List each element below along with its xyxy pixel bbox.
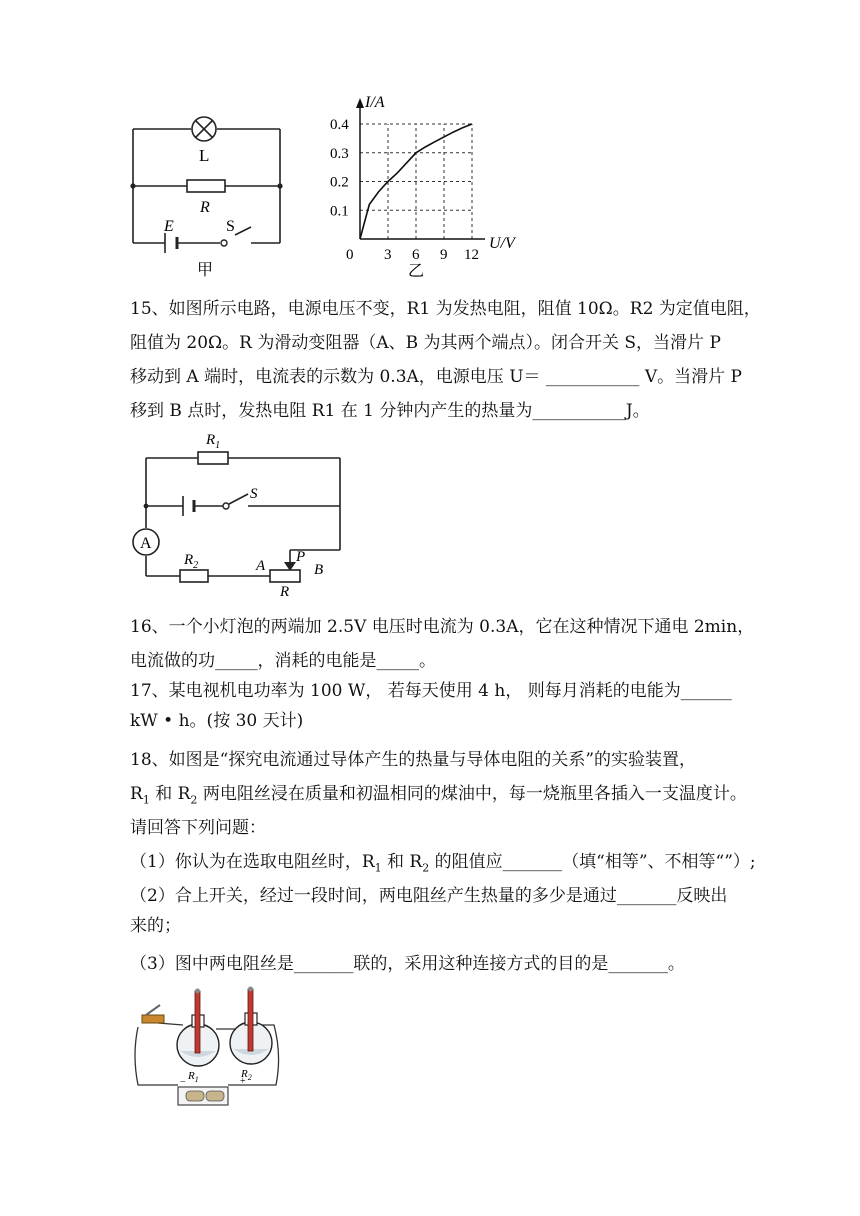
y-axis-arrow [356, 98, 364, 108]
battery-icon [165, 233, 177, 253]
flask-r1-icon [177, 989, 219, 1067]
figure-yi-iu-chart [320, 92, 530, 282]
end-b-label: B [314, 562, 324, 578]
rheostat-label: R [280, 584, 290, 598]
knife-switch-icon [142, 1005, 164, 1023]
r2-label: $R_2$ [184, 552, 199, 571]
q15-line-4: 移到 B 点时，发热电阻 R1 在 1 分钟内产生的热量为___________J。 [130, 401, 650, 421]
battery-icon [183, 496, 194, 516]
minus-label: − [180, 1077, 186, 1088]
q18-part-1: （1）你认为在选取电阻丝时，$R_1$ 和 $R_2$ 的阻值应_______（填“相等”、不相等“”）; [130, 852, 756, 875]
q15-line-1: 15、如图所示电路，电源电压不变，R1 为发热电阻，阻值 10Ω。R2 为定值电阻， [130, 299, 761, 319]
x-tick-label: 9 [440, 247, 448, 263]
q18-line-1: 18、如图是“探究电流通过导体产生的热量与导体电阻的关系”的实验装置， [130, 750, 697, 770]
switch-icon [221, 240, 227, 246]
q18-line-2: $R_1$ 和 $R_2$ 两电阻丝浸在质量和初温相同的煤油中，每一烧瓶里各插入一支温度计。 [130, 784, 747, 807]
y-tick-label: 0.4 [330, 117, 349, 133]
chart-axes [356, 98, 485, 239]
q16-line-2: 电流做的功_____，消耗的电能是_____。 [130, 651, 436, 671]
resistor-r2 [180, 570, 208, 582]
q18-part-2-a: （2）合上开关，经过一段时间，两电阻丝产生热量的多少是通过_______反映出 [130, 886, 728, 906]
lamp-label: L [199, 146, 210, 165]
r1-label: $R_1$ [206, 432, 221, 451]
figure-caption-jia: 甲 [197, 262, 214, 279]
q16-line-1: 16、一个小灯泡的两端加 2.5V 电压时电流为 0.3A，它在这种情况下通电 2min， [130, 617, 755, 637]
plus-label: + [240, 1076, 246, 1087]
y-axis-label: I/A [365, 94, 385, 111]
end-a-label: A [256, 558, 266, 574]
x-tick-label: 12 [464, 247, 479, 263]
q15-line-3: 移动到 A 端时，电流表的示数为 0.3A，电源电压 U＝ ___________ V。当滑片 P [130, 367, 742, 387]
x-axis-label: U/V [489, 235, 515, 252]
switch-label: S [250, 486, 258, 502]
y-tick-label: 0.1 [330, 203, 349, 220]
battery-box-icon [178, 1087, 228, 1105]
flask-r1-label: $R_1$ [188, 1070, 199, 1084]
x-tick-label: 3 [384, 247, 392, 263]
figure-caption-yi: 乙 [408, 263, 425, 280]
q18-part-3: （3）图中两电阻丝是_______联的，采用这种连接方式的目的是_______。 [130, 954, 685, 974]
chart-tick-labels [330, 117, 479, 263]
chart-grid [360, 124, 472, 239]
ammeter-icon [133, 529, 159, 555]
y-tick-label: 0.2 [330, 174, 349, 191]
slider-p-label: P [296, 549, 306, 565]
x-tick-label: 0 [346, 247, 354, 263]
figure-jia-circuit [125, 105, 295, 285]
q18-line-3: 请回答下列问题： [130, 818, 266, 838]
resistor-r [187, 180, 225, 192]
q17-line-2: kW • h。(按 30 天计) [130, 711, 304, 731]
svg-text:A: A [140, 535, 152, 552]
x-tick-label: 6 [412, 247, 420, 263]
lamp-icon [192, 117, 216, 141]
q17-line-1: 17、某电视机电功率为 100 W， 若每天使用 4 h， 则每月消耗的电能为______ [130, 681, 732, 701]
resistor-r1 [198, 452, 228, 464]
q15-line-2: 阻值为 20Ω。R 为滑动变阻器（A、B 为其两个端点）。闭合开关 S，当滑片 P [130, 333, 721, 353]
y-tick-label: 0.3 [330, 145, 349, 162]
figure-q15-circuit [128, 428, 358, 598]
battery-label: E [164, 218, 174, 235]
rheostat-r [270, 570, 300, 582]
switch-icon [223, 503, 229, 509]
resistor-label: R [200, 199, 210, 216]
figure-q18-apparatus [128, 985, 288, 1110]
switch-label: S [226, 218, 235, 235]
q18-part-2-b: 来的； [130, 916, 181, 936]
flask-r2-label: $R_2$ [241, 1068, 252, 1082]
